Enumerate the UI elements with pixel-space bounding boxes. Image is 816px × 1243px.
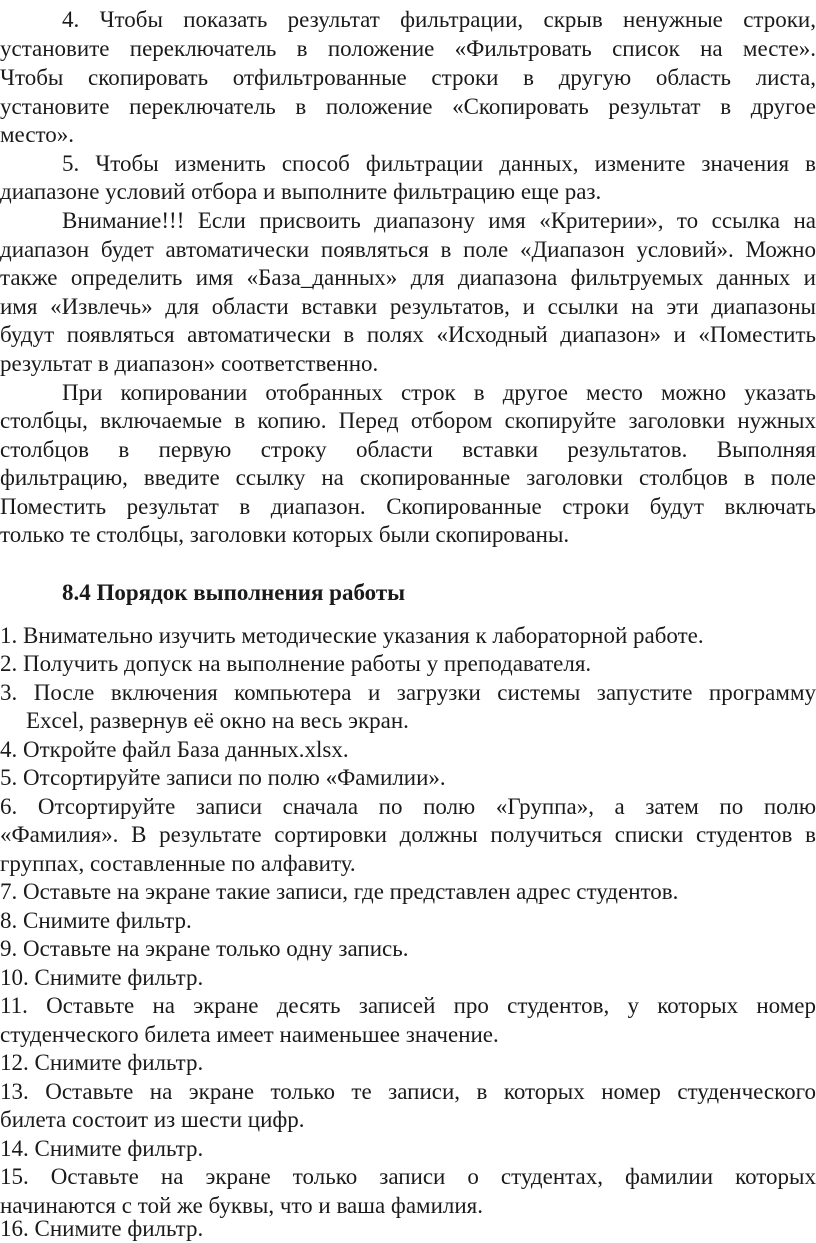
list-item-continuation: студенческого билета имеет наименьшее значение. <box>0 1022 499 1047</box>
paragraph-line: диапазоне условий отбора и выполните фильтрацию еще раз. <box>0 179 602 204</box>
paragraph-line: будут появляться автоматически в полях «Исходный диапазон» и «Поместить <box>0 322 816 347</box>
paragraph-line: Чтобы скопировать отфильтрованные строки в другую область листа, <box>0 65 816 90</box>
paragraph-line: 5. Чтобы изменить способ фильтрации данных, измените значения в <box>62 151 816 176</box>
paragraph-line: также определить имя «База_данных» для диапазона фильтруемых данных и <box>0 265 816 290</box>
paragraph-line: фильтрацию, введите ссылку на скопированные заголовки столбцов в поле <box>0 465 816 490</box>
list-item: 12. Снимите фильтр. <box>0 1050 204 1075</box>
paragraph-line: только те столбцы, заголовки которых были скопированы. <box>0 522 570 547</box>
list-item: 5. Отсортируйте записи по полю «Фамилии». <box>0 765 446 790</box>
list-item: 6. Отсортируйте записи сначала по полю «Группа», а затем по полю <box>0 794 816 819</box>
list-item: 9. Оставьте на экране только одну запись. <box>0 936 409 961</box>
list-item: 14. Снимите фильтр. <box>0 1136 204 1161</box>
paragraph-line: результат в диапазон» соответственно. <box>0 351 379 376</box>
list-item: 3. После включения компьютера и загрузки системы запустите программу <box>0 680 816 705</box>
paragraph-line: установите переключатель в положение «Скопировать результат в другое <box>0 94 816 119</box>
paragraph-line: Внимание!!! Если присвоить диапазону имя «Критерии», то ссылка на <box>62 208 816 233</box>
list-item: 10. Снимите фильтр. <box>0 965 204 990</box>
list-item-continuation: билета состоит из шести цифр. <box>0 1107 305 1132</box>
paragraph-line: столбцов в первую строку области вставки результатов. Выполняя <box>0 437 816 462</box>
paragraph-line: имя «Извлечь» для области вставки результатов, и ссылки на эти диапазоны <box>0 294 816 319</box>
list-item-continuation: «Фамилия». В результате сортировки должны получиться списки студентов в <box>0 822 816 847</box>
paragraph-line: установите переключатель в положение «Фильтровать список на месте». <box>0 36 816 61</box>
list-item: 11. Оставьте на экране десять записей про студентов, у которых номер <box>0 993 816 1018</box>
list-item: 4. Откройте файл База данных.xlsx. <box>0 737 349 762</box>
paragraph-line: место». <box>0 122 75 147</box>
paragraph-line: столбцы, включаемые в копию. Перед отбором скопируйте заголовки нужных <box>0 408 816 433</box>
list-item: 2. Получить допуск на выполнение работы у преподавателя. <box>0 651 592 676</box>
list-item: 7. Оставьте на экране такие записи, где представлен адрес студентов. <box>0 879 679 904</box>
list-item: 16. Снимите фильтр. <box>0 1216 204 1241</box>
list-item-continuation: начинаются с той же буквы, что и ваша фамилия. <box>0 1193 484 1218</box>
paragraph-line: диапазон будет автоматически появляться в поле «Диапазон условий». Можно <box>0 237 816 262</box>
list-item: 8. Снимите фильтр. <box>0 908 192 933</box>
list-item: 13. Оставьте на экране только те записи, в которых номер студенческого <box>0 1079 816 1104</box>
paragraph-line: 4. Чтобы показать результат фильтрации, скрыв ненужные строки, <box>62 7 816 32</box>
list-item: 15. Оставьте на экране только записи о студентах, фамилии которых <box>0 1164 816 1189</box>
list-item: 1. Внимательно изучить методические указания к лабораторной работе. <box>0 623 704 648</box>
section-heading: 8.4 Порядок выполнения работы <box>62 580 406 605</box>
list-item-continuation: группах, составленные по алфавиту. <box>0 851 356 876</box>
paragraph-line: При копировании отобранных строк в другое место можно указать <box>62 380 816 405</box>
list-item-continuation: Excel, развернув её окно на весь экран. <box>26 708 409 733</box>
paragraph-line: Поместить результат в диапазон. Скопированные строки будут включать <box>0 494 816 519</box>
